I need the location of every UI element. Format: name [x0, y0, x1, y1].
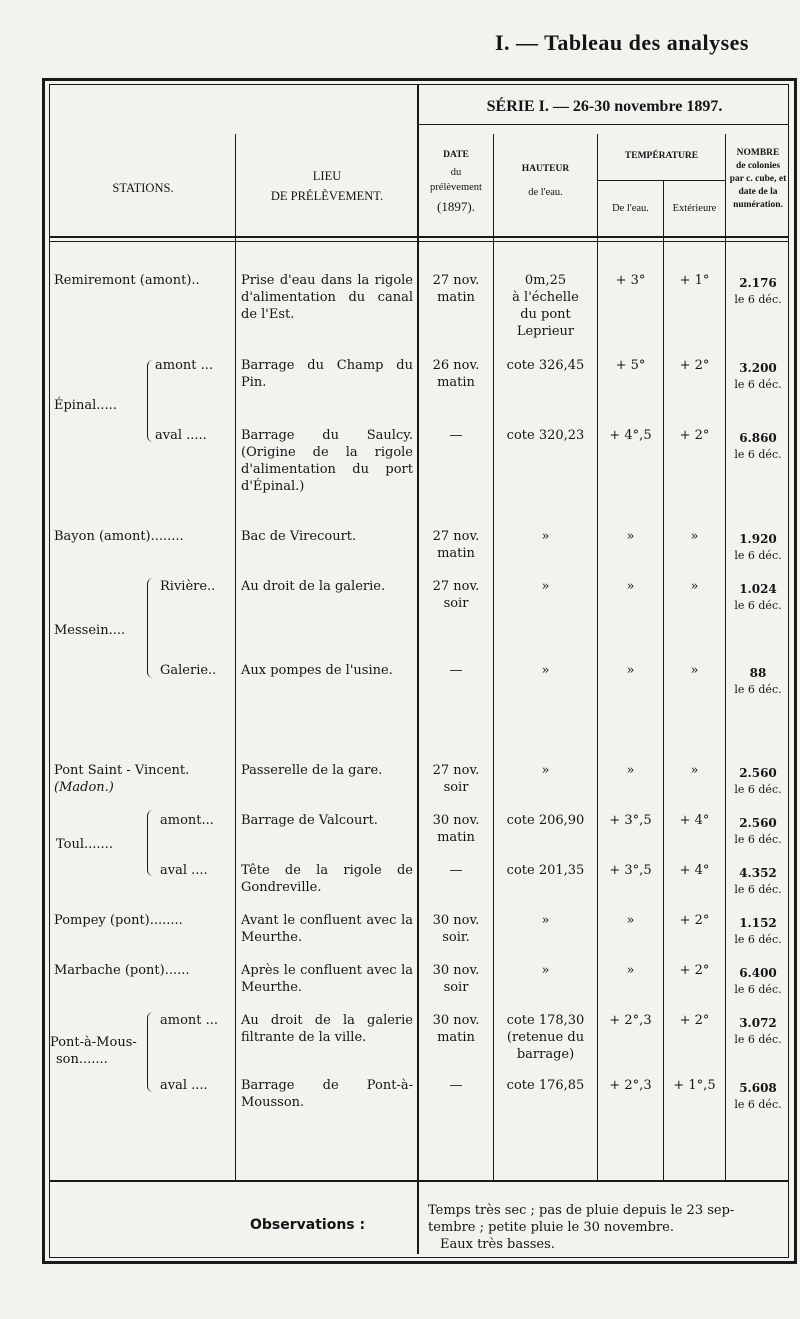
observations-line-2: tembre ; petite pluie le 30 novembre.: [428, 1220, 674, 1235]
row-12-nombre: 5.608: [739, 1081, 777, 1095]
header-date-1: DATE: [443, 150, 469, 160]
row-5-date: —: [449, 663, 463, 678]
header-temp-eau: De l'eau.: [612, 203, 649, 214]
col-line-hauteur: [493, 134, 494, 1180]
row-7-date: 30 nov.: [432, 813, 480, 828]
row-0-station: Remiremont (amont)..: [54, 273, 200, 288]
row-3-temp-eau: »: [626, 529, 635, 544]
row-8-temp-eau: + 3°,5: [609, 863, 652, 878]
observations-line-1: Temps très sec ; pas de pluie depuis le 23 sep-: [428, 1203, 735, 1218]
row-0-hauteur: à l'échelle: [512, 290, 579, 305]
row-8-hauteur: cote 201,35: [506, 863, 585, 878]
row-2-numeration-date: le 6 déc.: [734, 448, 782, 461]
group-pam-1: Pont-à-Mous-: [50, 1035, 137, 1050]
observations-label: Observations :: [250, 1217, 366, 1233]
row-2-temp-eau: + 4°,5: [609, 428, 652, 443]
col-line-nombre: [725, 134, 726, 1180]
row-6-temp-ext: »: [690, 763, 699, 778]
row-5-temp-ext: »: [690, 663, 699, 678]
row-7-date: matin: [437, 830, 475, 845]
row-2-lieu: Barrage du Saulcy. (Origine de la rigole d'alimentation du port d'Épinal.): [241, 428, 413, 494]
header-date-2: du: [450, 167, 462, 178]
observations-top-line: [49, 1180, 789, 1182]
row-3-date: 27 nov.: [432, 529, 480, 544]
row-4-nombre: 1.024: [739, 582, 777, 596]
row-10-nombre: 6.400: [739, 966, 777, 980]
row-4-temp-ext: »: [690, 579, 699, 594]
group-pam-2: son.......: [56, 1052, 108, 1067]
row-11-date: matin: [437, 1030, 475, 1045]
row-4-lieu: Au droit de la galerie.: [241, 579, 386, 594]
header-nombre-4: date de la: [738, 187, 778, 197]
header-hauteur-1: HAUTEUR: [521, 164, 570, 174]
row-9-date: 30 nov.: [432, 913, 480, 928]
row-9-station: Pompey (pont)........: [54, 913, 183, 928]
row-1-date: matin: [437, 375, 475, 390]
row-0-date: 27 nov.: [432, 273, 480, 288]
header-temperature: TEMPÉRATURE: [624, 151, 699, 161]
brace-messein: [147, 578, 156, 678]
row-6-date: soir: [443, 780, 469, 795]
brace-pam: [147, 1012, 156, 1092]
row-11-nombre: 3.072: [739, 1016, 777, 1030]
col-line-lieu: [235, 134, 236, 1180]
row-0-lieu: Prise d'eau dans la rigole d'alimentation du canal de l'Est.: [241, 273, 413, 322]
row-7-numeration-date: le 6 déc.: [734, 833, 782, 846]
observations-line-3: Eaux très basses.: [440, 1237, 555, 1252]
row-11-lieu: Au droit de la galerie filtrante de la ville.: [241, 1013, 413, 1045]
header-date-4: (1897).: [437, 199, 475, 214]
row-3-nombre: 1.920: [739, 532, 777, 546]
row-1-date: 26 nov.: [432, 358, 480, 373]
row-0-hauteur: du pont: [520, 307, 571, 322]
row-0-hauteur: Leprieur: [516, 324, 575, 339]
row-12-station: aval ....: [160, 1078, 208, 1093]
row-8-lieu: Tête de la rigole de Gondreville.: [241, 863, 413, 895]
row-6-hauteur: »: [541, 763, 550, 778]
group-epinal: Épinal.....: [54, 398, 117, 413]
row-12-hauteur: cote 176,85: [506, 1078, 585, 1093]
group-toul: Toul.......: [56, 837, 113, 852]
row-11-hauteur: barrage): [516, 1047, 575, 1062]
col-line-temp-ext: [663, 180, 664, 1180]
row-9-temp-ext: + 2°: [679, 913, 710, 928]
page-title: I. — Tableau des analyses: [495, 30, 749, 55]
row-12-temp-ext: + 1°,5: [673, 1078, 716, 1093]
row-10-date: soir: [443, 980, 469, 995]
row-7-station: amont...: [160, 813, 214, 828]
row-5-station: Galerie..: [160, 663, 217, 678]
row-2-hauteur: cote 320,23: [506, 428, 585, 443]
row-9-date: soir.: [442, 930, 470, 945]
row-7-hauteur: cote 206,90: [506, 813, 585, 828]
row-3-numeration-date: le 6 déc.: [734, 549, 782, 562]
row-4-station: Rivière..: [160, 579, 216, 594]
row-6-temp-eau: »: [626, 763, 635, 778]
row-6-numeration-date: le 6 déc.: [734, 783, 782, 796]
row-12-numeration-date: le 6 déc.: [734, 1098, 782, 1111]
row-0-date: matin: [437, 290, 475, 305]
header-nombre-3: par c. cube, et: [729, 174, 787, 184]
row-7-temp-eau: + 3°,5: [609, 813, 652, 828]
row-10-temp-ext: + 2°: [679, 963, 710, 978]
header-temp-ext: Extérieure: [672, 203, 717, 214]
row-9-temp-eau: »: [626, 913, 635, 928]
row-6-lieu: Passerelle de la gare.: [241, 763, 383, 778]
col-line-temp-eau: [597, 134, 598, 1180]
row-9-hauteur: »: [541, 913, 550, 928]
col-line-date: [417, 84, 419, 1254]
row-5-numeration-date: le 6 déc.: [734, 683, 782, 696]
header-nombre-5: numération.: [733, 200, 783, 210]
row-0-numeration-date: le 6 déc.: [734, 293, 782, 306]
row-11-hauteur: cote 178,30: [506, 1013, 585, 1028]
row-1-hauteur: cote 326,45: [506, 358, 585, 373]
row-10-temp-eau: »: [626, 963, 635, 978]
row-4-hauteur: »: [541, 579, 550, 594]
row-5-temp-eau: »: [626, 663, 635, 678]
header-date-3: prélèvement: [430, 182, 482, 193]
row-1-lieu: Barrage du Champ du Pin.: [241, 358, 413, 390]
row-9-lieu: Avant le confluent avec la Meurthe.: [241, 913, 413, 945]
row-0-hauteur: 0m,25: [524, 273, 567, 288]
row-2-station: aval .....: [155, 428, 207, 443]
header-bottom-line-2: [49, 241, 789, 242]
group-messein: Messein....: [54, 623, 126, 638]
row-2-temp-ext: + 2°: [679, 428, 710, 443]
row-4-numeration-date: le 6 déc.: [734, 599, 782, 612]
header-bottom-line: [49, 236, 789, 238]
row-3-date: matin: [437, 546, 475, 561]
row-3-temp-ext: »: [690, 529, 699, 544]
row-1-nombre: 3.200: [739, 361, 777, 375]
row-8-date: —: [449, 863, 463, 878]
row-5-lieu: Aux pompes de l'usine.: [241, 663, 393, 678]
row-8-temp-ext: + 4°: [679, 863, 710, 878]
row-0-nombre: 2.176: [739, 276, 777, 290]
row-6-date: 27 nov.: [432, 763, 480, 778]
row-6-station: (Madon.): [54, 780, 114, 795]
row-11-temp-ext: + 2°: [679, 1013, 710, 1028]
row-10-numeration-date: le 6 déc.: [734, 983, 782, 996]
row-8-numeration-date: le 6 déc.: [734, 883, 782, 896]
row-3-hauteur: »: [541, 529, 550, 544]
row-9-nombre: 1.152: [739, 916, 777, 930]
row-11-date: 30 nov.: [432, 1013, 480, 1028]
serie-underline: [417, 124, 789, 125]
row-11-station: amont ...: [160, 1013, 219, 1028]
row-5-hauteur: »: [541, 663, 550, 678]
row-11-temp-eau: + 2°,3: [609, 1013, 652, 1028]
row-3-lieu: Bac de Virecourt.: [241, 529, 357, 544]
row-5-nombre: 88: [749, 666, 767, 680]
header-nombre-2: de colonies: [735, 161, 781, 171]
brace-toul: [147, 810, 156, 876]
row-7-temp-ext: + 4°: [679, 813, 710, 828]
serie-title: SÉRIE I. — 26-30 novembre 1897.: [486, 98, 723, 115]
row-3-station: Bayon (amont)........: [54, 529, 184, 544]
row-7-lieu: Barrage de Valcourt.: [241, 813, 378, 828]
row-10-date: 30 nov.: [432, 963, 480, 978]
row-7-nombre: 2.560: [739, 816, 777, 830]
row-8-nombre: 4.352: [739, 866, 777, 880]
header-hauteur-2: de l'eau.: [528, 187, 563, 198]
row-0-temp-ext: + 1°: [679, 273, 710, 288]
row-11-numeration-date: le 6 déc.: [734, 1033, 782, 1046]
row-1-station: amont ...: [155, 358, 214, 373]
row-10-lieu: Après le confluent avec la Meurthe.: [241, 963, 413, 995]
row-6-nombre: 2.560: [739, 766, 777, 780]
header-stations: STATIONS.: [112, 181, 174, 195]
row-12-date: —: [449, 1078, 463, 1093]
row-9-numeration-date: le 6 déc.: [734, 933, 782, 946]
row-12-temp-eau: + 2°,3: [609, 1078, 652, 1093]
row-8-station: aval ....: [160, 863, 208, 878]
row-2-nombre: 6.860: [739, 431, 777, 445]
row-4-date: soir: [443, 596, 469, 611]
row-12-lieu: Barrage de Pont-à-Mousson.: [241, 1078, 413, 1110]
row-0-temp-eau: + 3°: [615, 273, 646, 288]
row-10-hauteur: »: [541, 963, 550, 978]
row-6-station: Pont Saint - Vincent.: [54, 763, 190, 778]
row-11-hauteur: (retenue du: [506, 1030, 585, 1045]
header-nombre-1: NOMBRE: [736, 148, 780, 158]
temp-subheader-line: [597, 180, 725, 181]
row-1-numeration-date: le 6 déc.: [734, 378, 782, 391]
row-2-date: —: [449, 428, 463, 443]
row-4-temp-eau: »: [626, 579, 635, 594]
header-lieu-2: DE PRÉLÈVEMENT.: [270, 189, 384, 203]
row-1-temp-eau: + 5°: [615, 358, 646, 373]
row-10-station: Marbache (pont)......: [54, 963, 190, 978]
header-lieu-1: LIEU: [312, 169, 342, 183]
row-1-temp-ext: + 2°: [679, 358, 710, 373]
row-4-date: 27 nov.: [432, 579, 480, 594]
